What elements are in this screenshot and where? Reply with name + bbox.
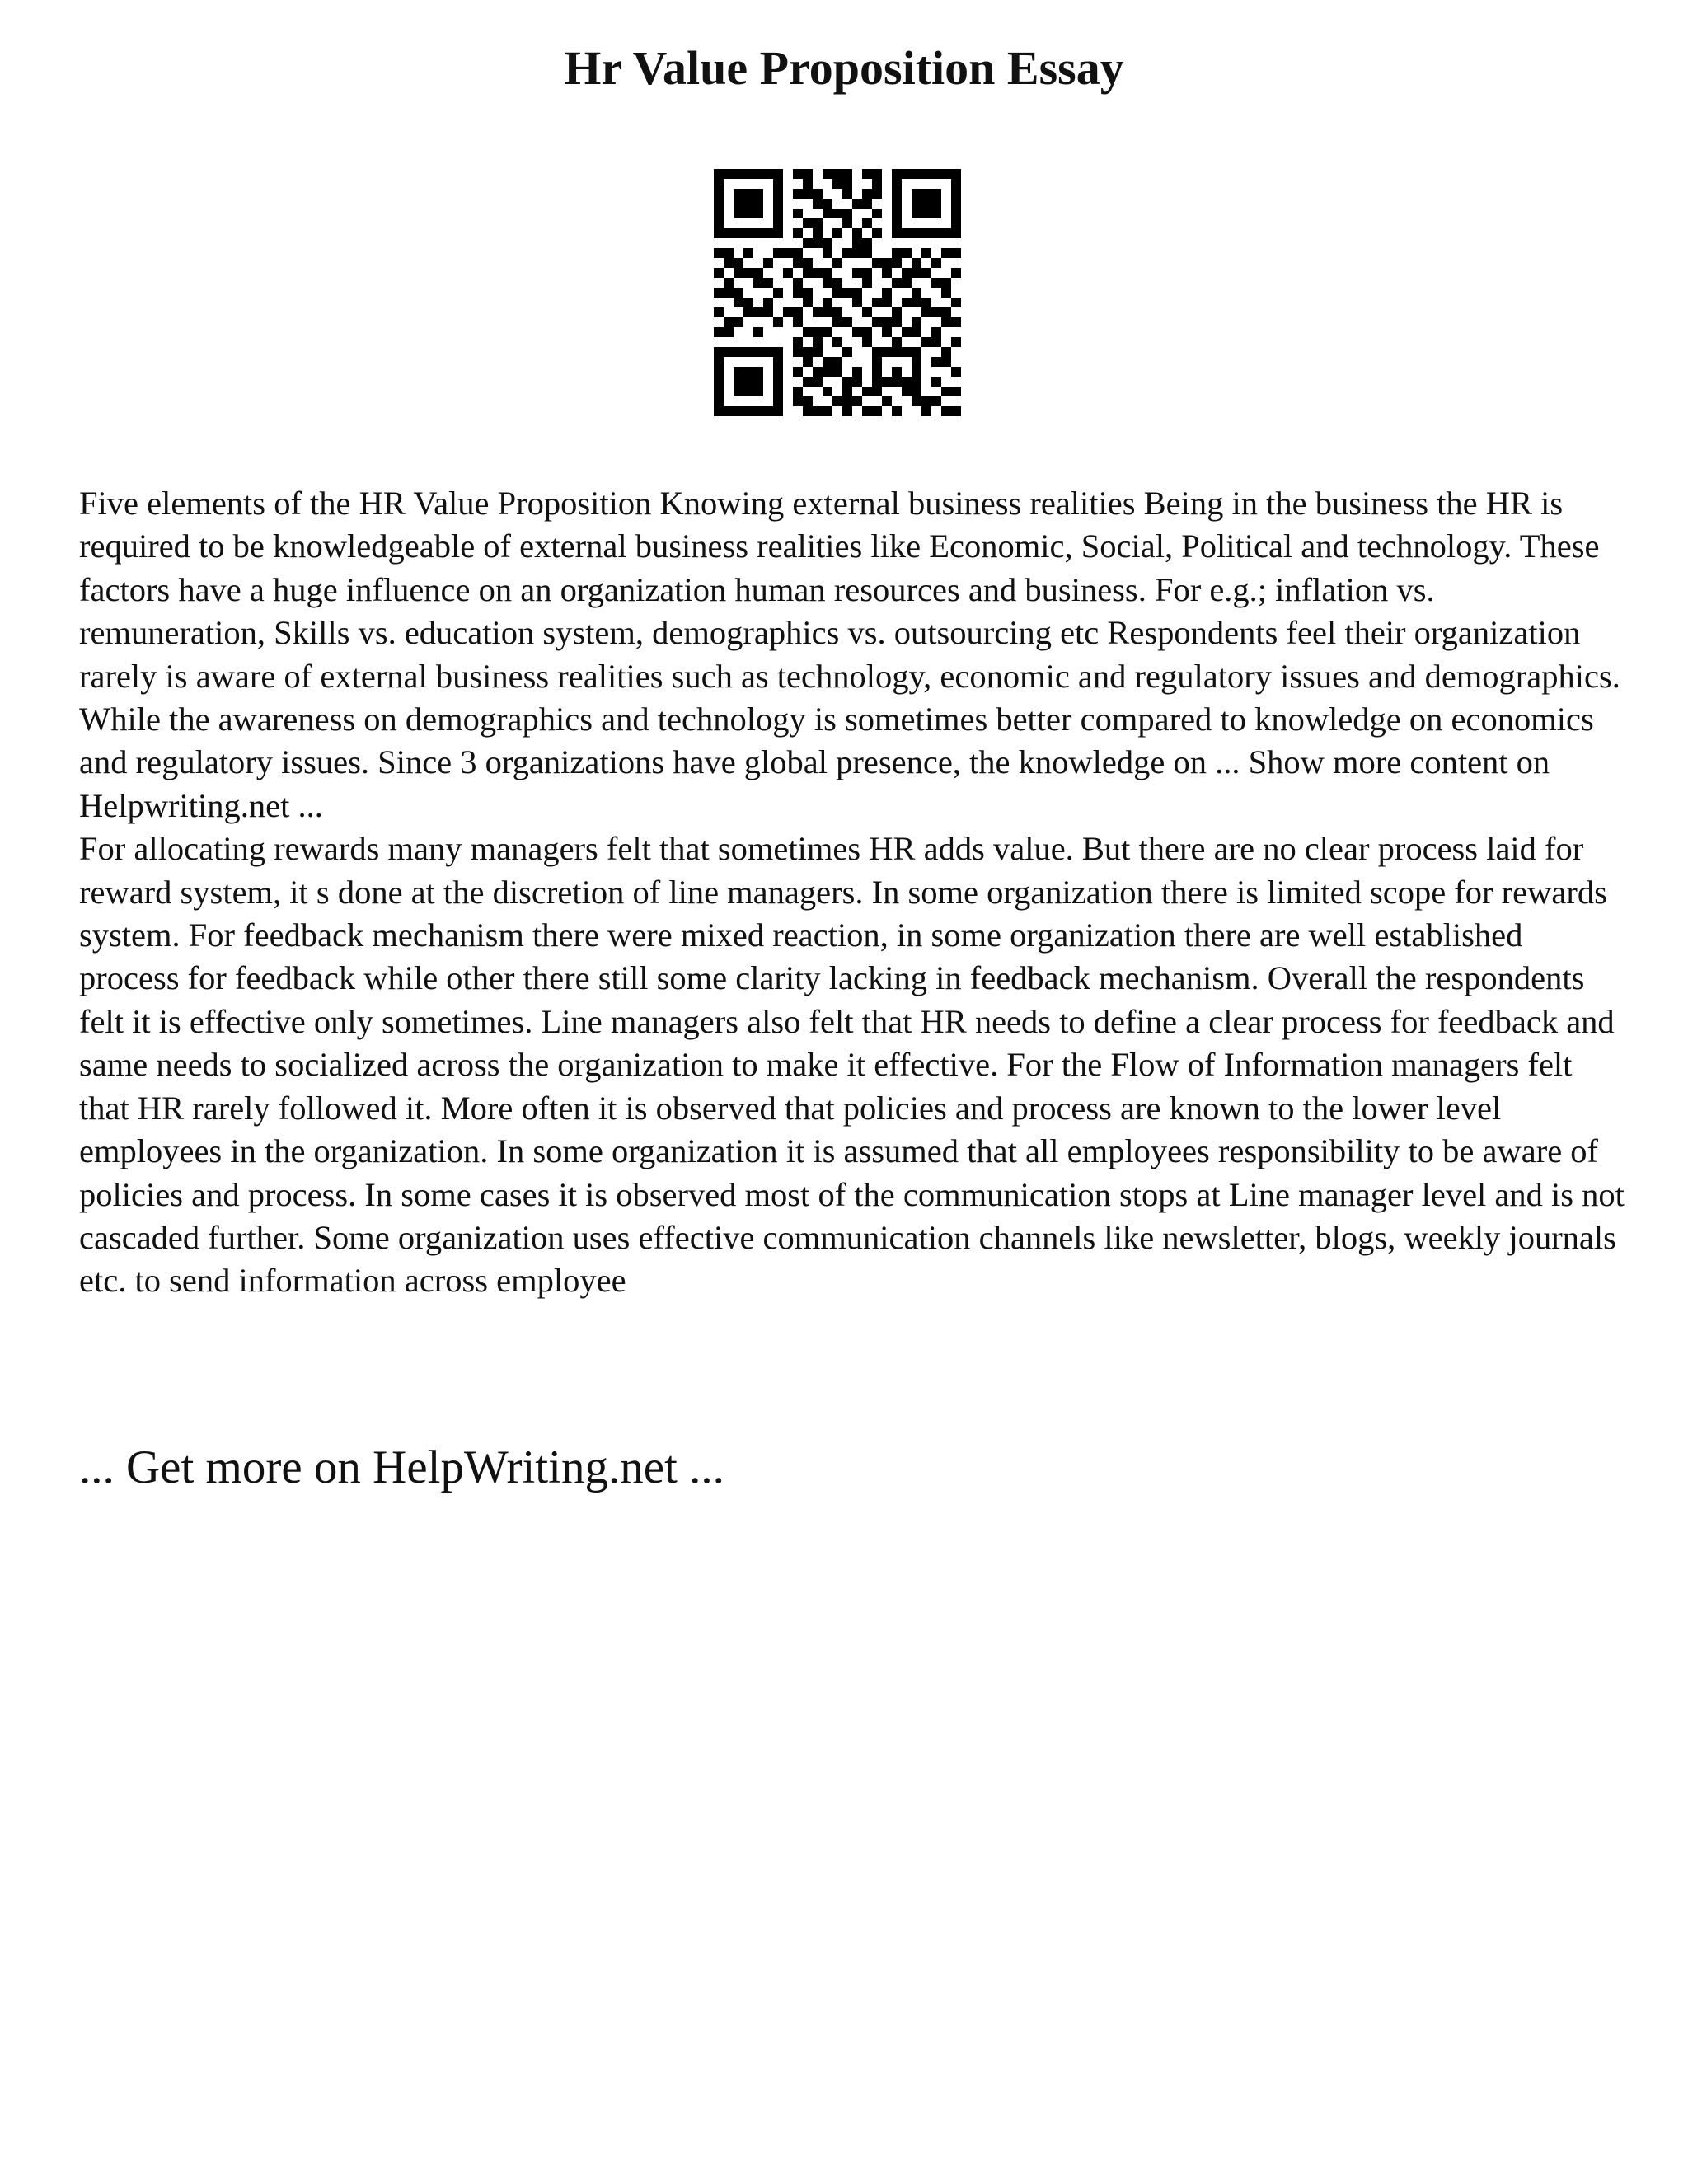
document-title: Hr Value Proposition Essay (564, 41, 1124, 95)
essay-paragraph-2: For allocating rewards many managers felt that sometimes HR adds value. But there are no clear process laid for reward system, it s done at the discretion of line managers. In some organization there is limited scope for rewards system. For feedback mechanism there were mixed reaction, in some organization there are well established process for feedback while other there still some clarity lacking in feedback mechanism. Overall the respondents felt it is effective only sometimes. Line managers also felt that HR needs to define a clear process for feedback and same needs to socialized across the organization to make it effective. For the Flow of Information managers felt that HR rarely followed it. More often it is observed that policies and process are known to the lower level employees in the organization. In some organization it is assumed that all employees responsibility to be aware of policies and process. In some cases it is observed most of the communication stops at Line manager level and is not cascaded further. Some organization uses effective communication channels like newsletter, blogs, weekly journals etc. to send information across employee (79, 830, 1625, 1300)
essay-paragraph-1: Five elements of the HR Value Proposition Knowing external business realities Being in the business the HR is required to be knowledgeable of external business realities like Economic, Social, Political and technology. These factors have a huge influence on an organization human resources and business. For e.g.; inflation vs. remuneration, Skills vs. education system, demographics vs. outsourcing etc Respondents feel their organization rarely is aware of external business realities such as technology, economic and regulatory issues and demographics. While the awareness on demographics and technology is sometimes better compared to knowledge on economics and regulatory issues. Since 3 organizations have global presence, the knowledge on ... Show more content on Helpwriting.net ... (79, 485, 1620, 824)
essay-body (79, 482, 1629, 1303)
get-more-link[interactable]: ... Get more on HelpWriting.net ... (79, 1441, 724, 1493)
qr-code-icon (714, 169, 961, 416)
